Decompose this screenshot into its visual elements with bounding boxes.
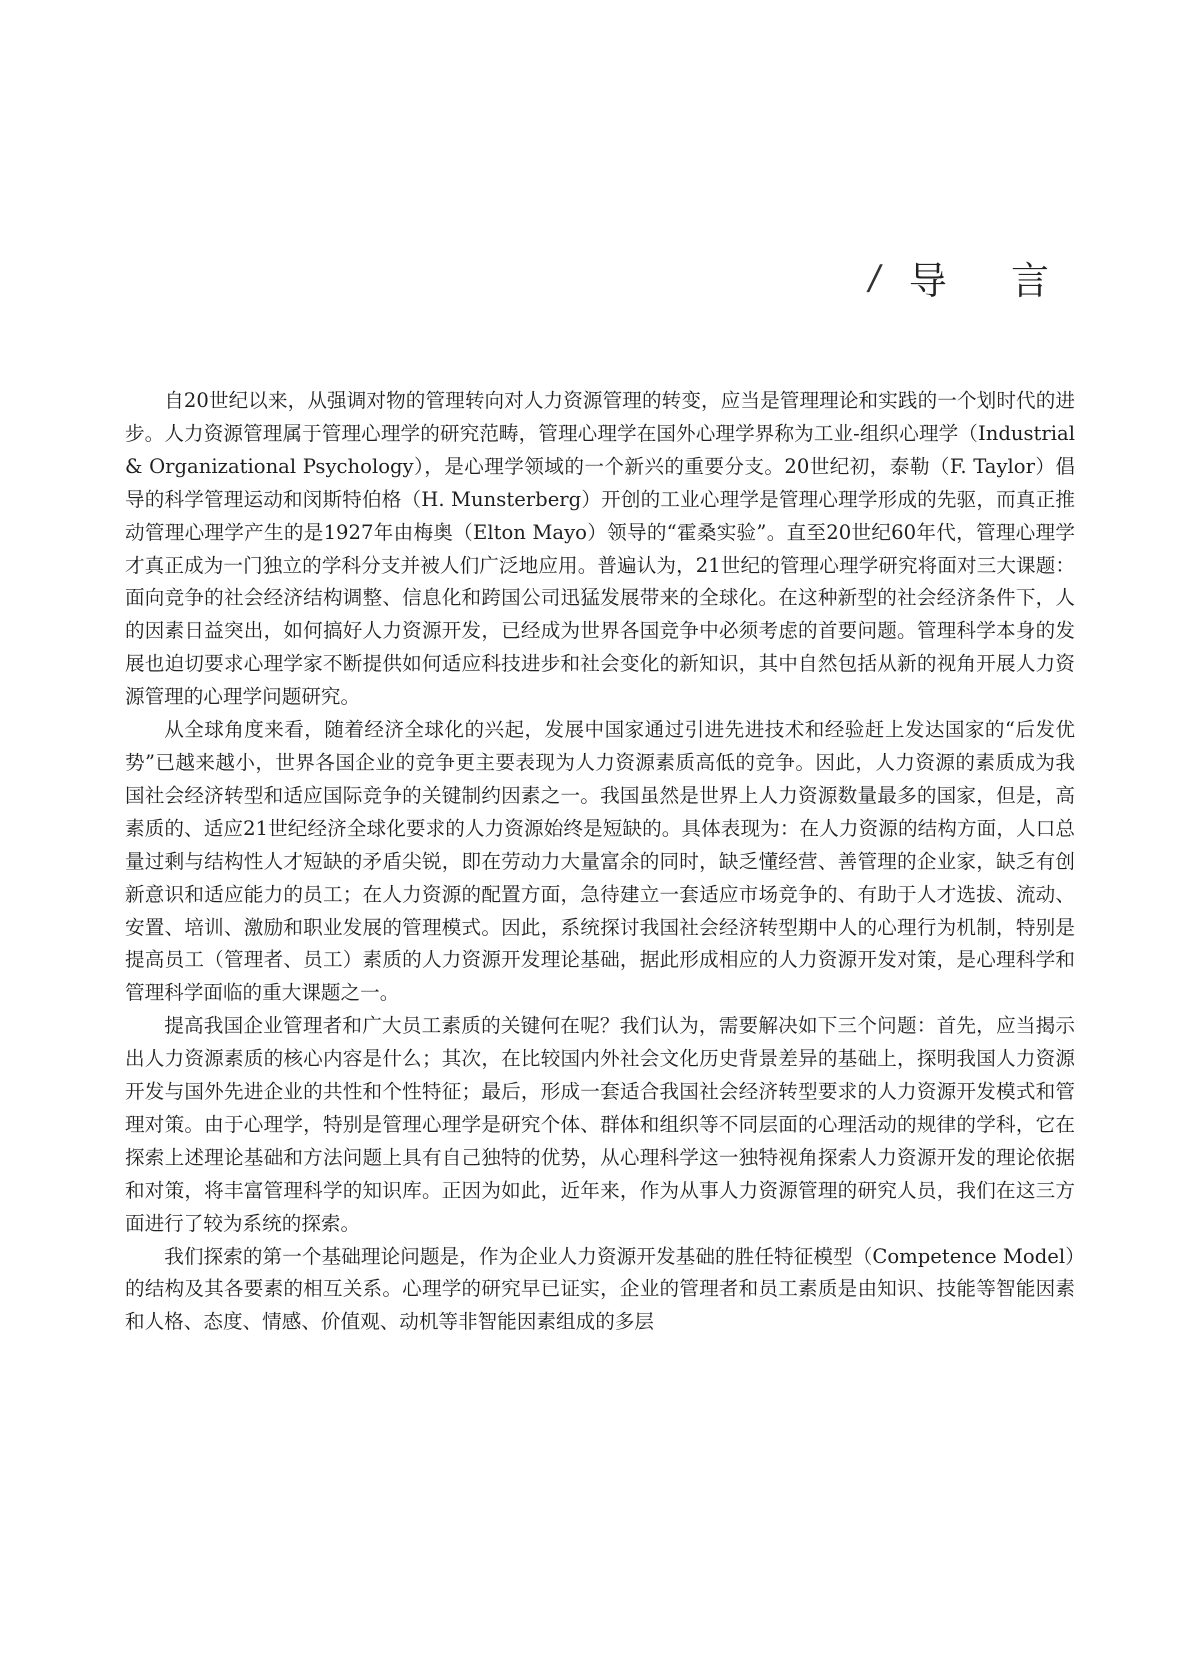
- paragraph-1: 自20世纪以来，从强调对物的管理转向对人力资源管理的转变，应当是管理理论和实践的一个划时代的进步。人力资源管理属于管理心理学的研究范畴，管理心理学在国外心理学界称为工业-组织心理学（Industrial & Organizational Psychology），是心理学领域的一个新兴的重要分支。20世纪初，泰勒（F. Taylor）倡导的科学管理运动和闵斯特伯格（H. Munsterberg）开创的工业心理学是管理心理学形成的先驱，而真正推动管理心理学产生的是1927年由梅奥（Elton Mayo）领导的“霍桑实验”。直至20世纪60年代，管理心理学才真正成为一门独立的学科分支并被人们广泛地应用。普遍认为，21世纪的管理心理学研究将面对三大课题：面向竞争的社会经济结构调整、信息化和跨国公司迅猛发展带来的全球化。在这种新型的社会经济条件下，人的因素日益突出，如何搞好人力资源开发，已经成为世界各国竞争中必须考虑的首要问题。管理科学本身的发展也迫切要求心理学家不断提供如何适应科技进步和社会变化的新知识，其中自然包括从新的视角开展人力资源管理的心理学问题研究。: [125, 389, 1075, 709]
- body-text: [125, 385, 1075, 1339]
- paragraph-3: 提高我国企业管理者和广大员工素质的关键何在呢？我们认为，需要解决如下三个问题：首先，应当揭示出人力资源素质的核心内容是什么；其次，在比较国内外社会文化历史背景差异的基础上，探明我国人力资源开发与国外先进企业的共性和个性特征；最后，形成一套适合我国社会经济转型要求的人力资源开发模式和管理对策。由于心理学，特别是管理心理学是研究个体、群体和组织等不同层面的心理活动的规律的学科，它在探索上述理论基础和方法问题上具有自己独特的优势，从心理科学这一独特视角探索人力资源开发的理论依据和对策，将丰富管理科学的知识库。正因为如此，近年来，作为从事人力资源管理的研究人员，我们在这三方面进行了较为系统的探索。: [125, 1014, 1075, 1235]
- chapter-title: 导 言: [908, 259, 1075, 303]
- chapter-heading: [865, 250, 1075, 305]
- paragraph-4: 我们探索的第一个基础理论问题是，作为企业人力资源开发基础的胜任特征模型（Competence Model）的结构及其各要素的相互关系。心理学的研究早已证实，企业的管理者和员工素质是由知识、技能等智能因素和人格、态度、情感、价值观、动机等非智能因素组成的多层: [125, 1244, 1075, 1334]
- paragraph-2: 从全球角度来看，随着经济全球化的兴起，发展中国家通过引进先进技术和经验赶上发达国家的“后发优势”已越来越小，世界各国企业的竞争更主要表现为人力资源素质高低的竞争。因此，人力资源的素质成为我国社会经济转型和适应国际竞争的关键制约因素之一。我国虽然是世界上人力资源数量最多的国家，但是，高素质的、适应21世纪经济全球化要求的人力资源始终是短缺的。具体表现为：在人力资源的结构方面，人口总量过剩与结构性人才短缺的矛盾尖锐，即在劳动力大量富余的同时，缺乏懂经营、善管理的企业家，缺乏有创新意识和适应能力的员工；在人力资源的配置方面，急待建立一套适应市场竞争的、有助于人才选拔、流动、安置、培训、激励和职业发展的管理模式。因此，系统探讨我国社会经济转型期中人的心理行为机制，特别是提高员工（管理者、员工）素质的人力资源开发理论基础，据此形成相应的人力资源开发对策，是心理科学和管理科学面临的重大课题之一。: [125, 718, 1075, 1005]
- heading-slash: /: [865, 257, 885, 298]
